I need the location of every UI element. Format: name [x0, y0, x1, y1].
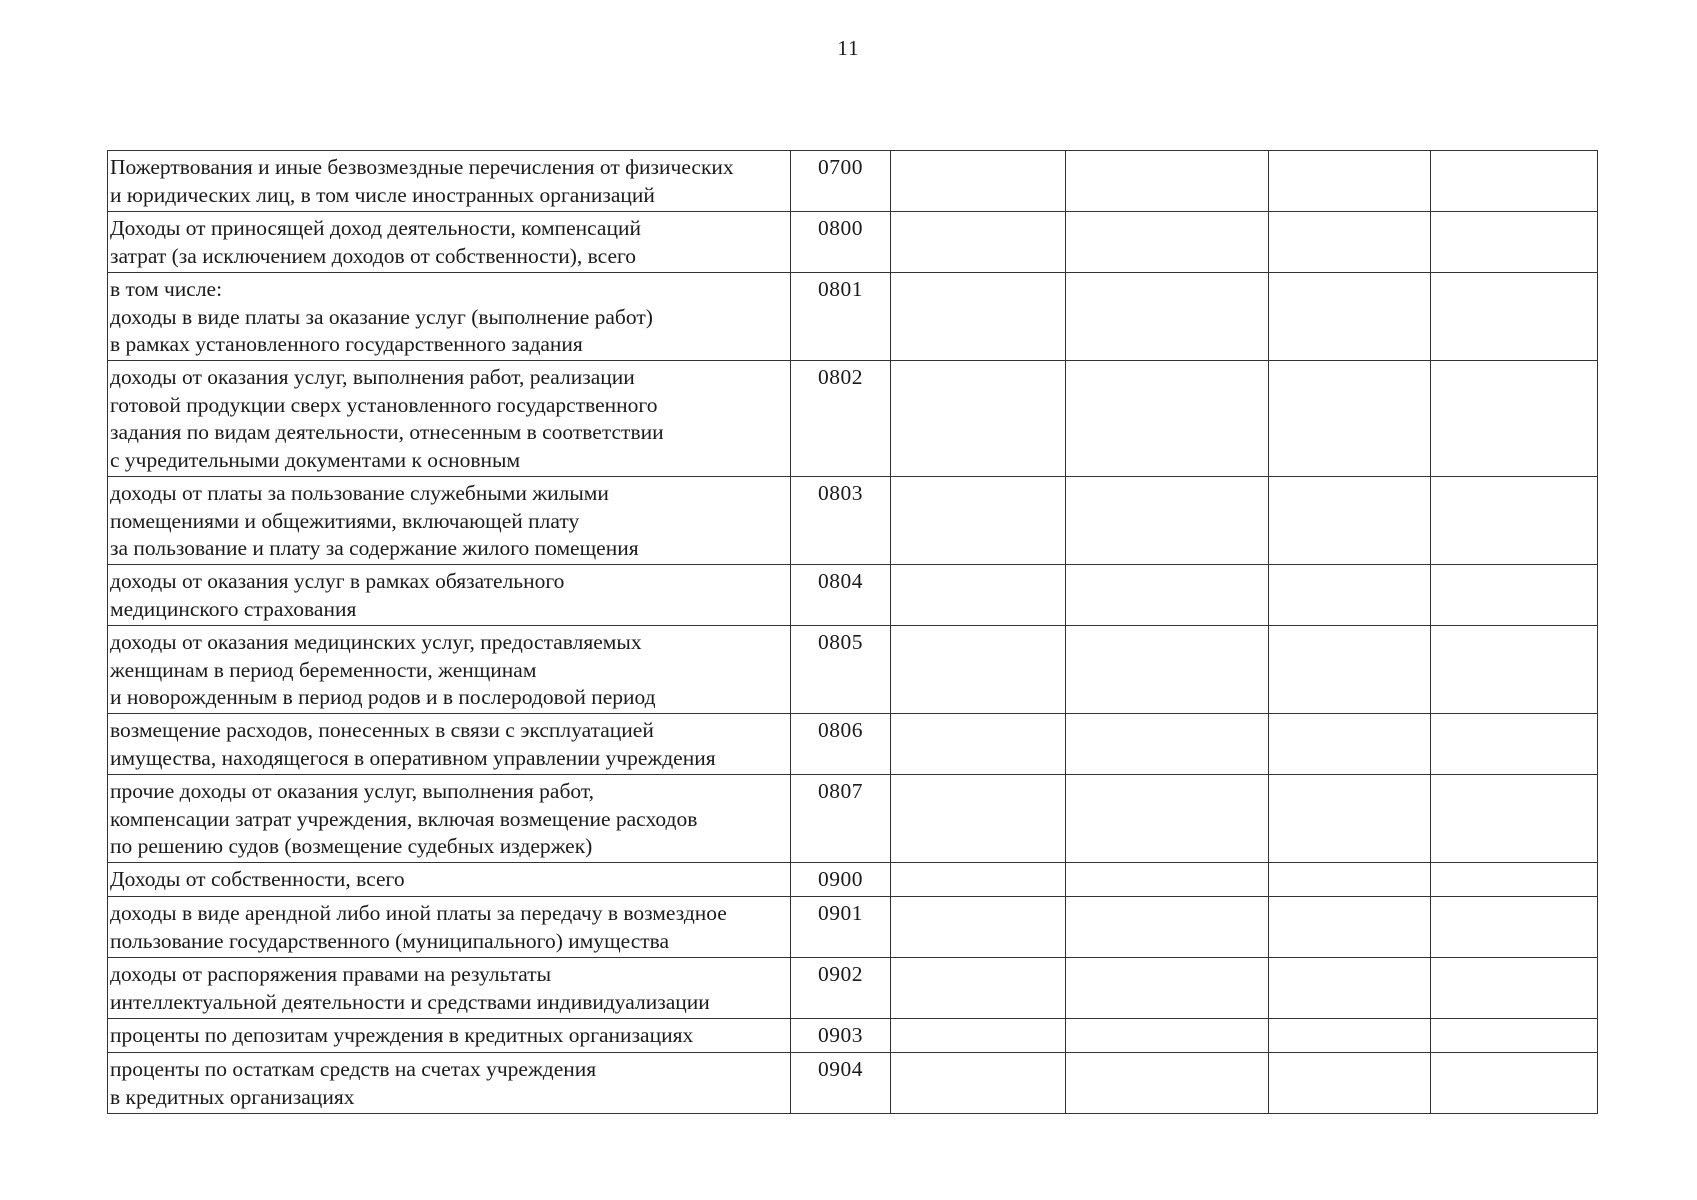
table-row: [108, 863, 1598, 897]
table-body: [108, 151, 1598, 1114]
description-line: в кредитных организациях: [110, 1084, 355, 1109]
description-line: в рамках установленного государственного задания: [110, 332, 583, 356]
value-cell[interactable]: [1269, 212, 1431, 273]
table-row: [108, 626, 1598, 714]
value-cell[interactable]: [1269, 714, 1431, 775]
description-line: затрат (за исключением доходов от собственности), всего: [110, 243, 637, 268]
value-cell[interactable]: [1066, 1053, 1269, 1114]
value-cell[interactable]: [1066, 1019, 1269, 1053]
table-row: [108, 958, 1598, 1019]
table-row: [108, 273, 1598, 361]
value-cell[interactable]: [891, 565, 1066, 626]
table-row: [108, 477, 1598, 565]
value-cell[interactable]: [1431, 863, 1598, 897]
value-cell[interactable]: [1066, 212, 1269, 273]
row-description: [108, 565, 791, 626]
value-cell[interactable]: [1269, 477, 1431, 565]
row-code: 0700: [791, 151, 891, 212]
description-line: Доходы от приносящей доход деятельности, компенсаций: [110, 216, 641, 240]
value-cell[interactable]: [891, 361, 1066, 477]
row-description: [108, 958, 791, 1019]
row-code: 0804: [791, 565, 891, 626]
row-description: [108, 212, 791, 273]
description-line: возмещение расходов, понесенных в связи с эксплуатацией: [110, 718, 654, 742]
description-line: готовой продукции сверх установленного государственного: [110, 392, 658, 417]
table-row: [108, 714, 1598, 775]
value-cell[interactable]: [1066, 958, 1269, 1019]
row-description: [108, 1019, 791, 1053]
row-code: 0802: [791, 361, 891, 477]
table-row: [108, 151, 1598, 212]
value-cell[interactable]: [891, 714, 1066, 775]
row-code: 0904: [791, 1053, 891, 1114]
table-row: [108, 1019, 1598, 1053]
value-cell[interactable]: [891, 775, 1066, 863]
value-cell[interactable]: [1431, 958, 1598, 1019]
row-description: [108, 273, 791, 361]
row-description: [108, 626, 791, 714]
value-cell[interactable]: [1431, 565, 1598, 626]
description-line: доходы от оказания услуг в рамках обязательного: [110, 569, 565, 593]
row-description: [108, 897, 791, 958]
row-description: [108, 477, 791, 565]
value-cell[interactable]: [1269, 273, 1431, 361]
value-cell[interactable]: [891, 477, 1066, 565]
description-line: женщинам в период беременности, женщинам: [110, 657, 537, 682]
value-cell[interactable]: [1431, 212, 1598, 273]
row-code: 0803: [791, 477, 891, 565]
description-line: доходы от оказания медицинских услуг, предоставляемых: [110, 630, 642, 654]
table-row: [108, 775, 1598, 863]
value-cell[interactable]: [891, 958, 1066, 1019]
value-cell[interactable]: [1431, 361, 1598, 477]
value-cell[interactable]: [891, 212, 1066, 273]
row-code: 0902: [791, 958, 891, 1019]
value-cell[interactable]: [891, 1019, 1066, 1053]
row-code: 0800: [791, 212, 891, 273]
description-line: проценты по депозитам учреждения в кредитных организациях: [110, 1023, 694, 1047]
description-line: и новорожденным в период родов и в послеродовой период: [110, 685, 656, 709]
income-report-table: [107, 150, 1598, 1114]
value-cell[interactable]: [1431, 1053, 1598, 1114]
row-code: 0807: [791, 775, 891, 863]
description-line: доходы от платы за пользование служебными жилыми: [110, 481, 609, 505]
row-code: 0806: [791, 714, 891, 775]
row-description: [108, 775, 791, 863]
value-cell[interactable]: [891, 626, 1066, 714]
value-cell[interactable]: [1431, 775, 1598, 863]
value-cell[interactable]: [1431, 897, 1598, 958]
value-cell[interactable]: [1066, 477, 1269, 565]
description-line: в том числе:: [110, 277, 223, 301]
value-cell[interactable]: [1066, 361, 1269, 477]
table-row: [108, 1053, 1598, 1114]
value-cell[interactable]: [1431, 1019, 1598, 1053]
value-cell[interactable]: [1269, 1053, 1431, 1114]
row-code: 0900: [791, 863, 891, 897]
value-cell[interactable]: [1066, 897, 1269, 958]
value-cell[interactable]: [891, 1053, 1066, 1114]
table-row: [108, 565, 1598, 626]
description-line: пользование государственного (муниципального) имущества: [110, 928, 670, 953]
value-cell[interactable]: [1431, 626, 1598, 714]
table-row: [108, 212, 1598, 273]
row-description: [108, 863, 791, 897]
description-line: доходы от оказания услуг, выполнения работ, реализации: [110, 365, 635, 389]
value-cell[interactable]: [891, 273, 1066, 361]
description-line: интеллектуальной деятельности и средствами индивидуализации: [110, 989, 710, 1014]
value-cell[interactable]: [1431, 151, 1598, 212]
value-cell[interactable]: [1269, 775, 1431, 863]
description-line: и юридических лиц, в том числе иностранных организаций: [110, 182, 655, 207]
page-number: 11: [837, 36, 860, 60]
row-description: [108, 151, 791, 212]
row-code: 0805: [791, 626, 891, 714]
description-line: доходы в виде арендной либо иной платы за передачу в возмездное: [110, 901, 727, 925]
value-cell[interactable]: [1066, 151, 1269, 212]
row-code: 0901: [791, 897, 891, 958]
value-cell[interactable]: [891, 863, 1066, 897]
description-line: с учредительными документами к основным: [110, 447, 521, 472]
description-line: прочие доходы от оказания услуг, выполнения работ,: [110, 779, 595, 803]
description-line: доходы от распоряжения правами на результаты: [110, 962, 552, 986]
row-code: 0801: [791, 273, 891, 361]
value-cell[interactable]: [1269, 626, 1431, 714]
description-line: проценты по остаткам средств на счетах учреждения: [110, 1057, 597, 1081]
value-cell[interactable]: [1269, 863, 1431, 897]
description-line: имущества, находящегося в оперативном управлении учреждения: [110, 745, 716, 770]
value-cell[interactable]: [891, 897, 1066, 958]
description-line: компенсации затрат учреждения, включая возмещение расходов: [110, 806, 698, 831]
row-description: [108, 714, 791, 775]
value-cell[interactable]: [1269, 151, 1431, 212]
value-cell[interactable]: [1066, 273, 1269, 361]
value-cell[interactable]: [1269, 1019, 1431, 1053]
value-cell[interactable]: [1269, 565, 1431, 626]
value-cell[interactable]: [1066, 626, 1269, 714]
value-cell[interactable]: [1066, 714, 1269, 775]
row-description: [108, 1053, 791, 1114]
description-line: помещениями и общежитиями, включающей плату: [110, 508, 580, 533]
row-code: 0903: [791, 1019, 891, 1053]
table-row: [108, 897, 1598, 958]
value-cell[interactable]: [1431, 477, 1598, 565]
value-cell[interactable]: [1431, 273, 1598, 361]
value-cell[interactable]: [1066, 863, 1269, 897]
value-cell[interactable]: [1269, 361, 1431, 477]
value-cell[interactable]: [1066, 775, 1269, 863]
description-line: доходы в виде платы за оказание услуг (выполнение работ): [110, 304, 653, 329]
value-cell[interactable]: [1066, 565, 1269, 626]
description-line: Доходы от собственности, всего: [110, 867, 405, 891]
value-cell[interactable]: [891, 151, 1066, 212]
row-description: [108, 361, 791, 477]
value-cell[interactable]: [1431, 714, 1598, 775]
value-cell[interactable]: [1269, 897, 1431, 958]
value-cell[interactable]: [1269, 958, 1431, 1019]
table-row: [108, 361, 1598, 477]
description-line: по решению судов (возмещение судебных издержек): [110, 834, 593, 858]
description-line: медицинского страхования: [110, 596, 357, 621]
description-line: задания по видам деятельности, отнесенным в соответствии: [110, 420, 664, 444]
description-line: Пожертвования и иные безвозмездные перечисления от физических: [110, 155, 734, 179]
description-line: за пользование и плату за содержание жилого помещения: [110, 536, 639, 560]
